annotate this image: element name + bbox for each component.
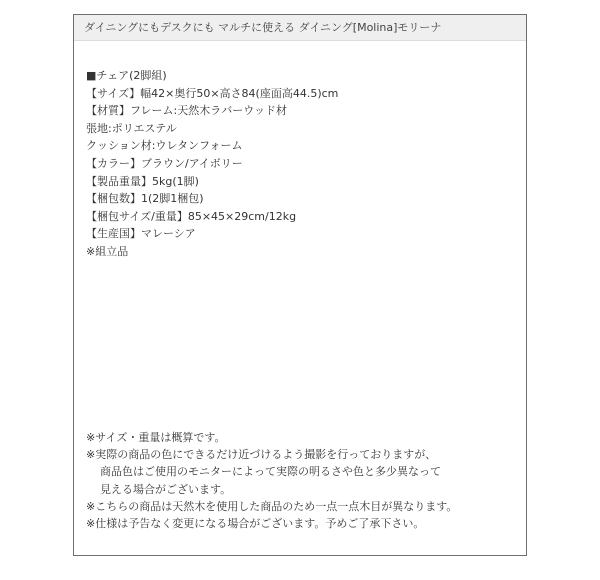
page-title: ダイニングにもデスクにも マルチに使える ダイニング[Molina]モリーナ	[84, 21, 442, 34]
note-item-continuation: 見える場合がございます。	[100, 482, 232, 496]
spec-item-material-frame: 【材質】フレーム:天然木ラバーウッド材	[86, 104, 288, 118]
product-spec-panel	[73, 14, 527, 556]
spec-item-origin: 【生産国】マレーシア	[86, 227, 196, 241]
spec-item-cushion: クッション材:ウレタンフォーム	[86, 139, 243, 153]
spec-list	[86, 67, 338, 261]
spec-item-upholstery: 張地:ポリエステル	[86, 121, 177, 135]
notes-list	[86, 429, 457, 532]
note-item: ※仕様は予告なく変更になる場合がございます。予めご了承下さい。	[86, 517, 425, 531]
spec-item-size: 【サイズ】幅42×奥行50×高さ84(座面高44.5)cm	[86, 86, 339, 100]
note-item: ※こちらの商品は天然木を使用した商品のため一点一点木目が異なります。	[86, 499, 458, 513]
title-bar	[74, 15, 526, 41]
note-item-continuation: 商品色はご使用のモニターによって実際の明るさや色と多少異なって	[100, 465, 441, 479]
note-item: ※サイズ・重量は概算です。	[86, 431, 226, 444]
spec-item-package-count: 【梱包数】1(2脚1梱包)	[86, 192, 204, 206]
spec-item-package-size: 【梱包サイズ/重量】85×45×29cm/12kg	[86, 209, 297, 223]
spec-item-weight: 【製品重量】5kg(1脚)	[86, 174, 199, 188]
note-item: ※実際の商品の色にできるだけ近づけるよう撮影を行っておりますが、	[86, 448, 437, 462]
spec-item-color: 【カラー】ブラウン/アイボリー	[86, 156, 243, 170]
spec-item-assembly: ※組立品	[86, 244, 129, 258]
spec-item-chair-set: ■チェア(2脚組)	[86, 69, 167, 82]
